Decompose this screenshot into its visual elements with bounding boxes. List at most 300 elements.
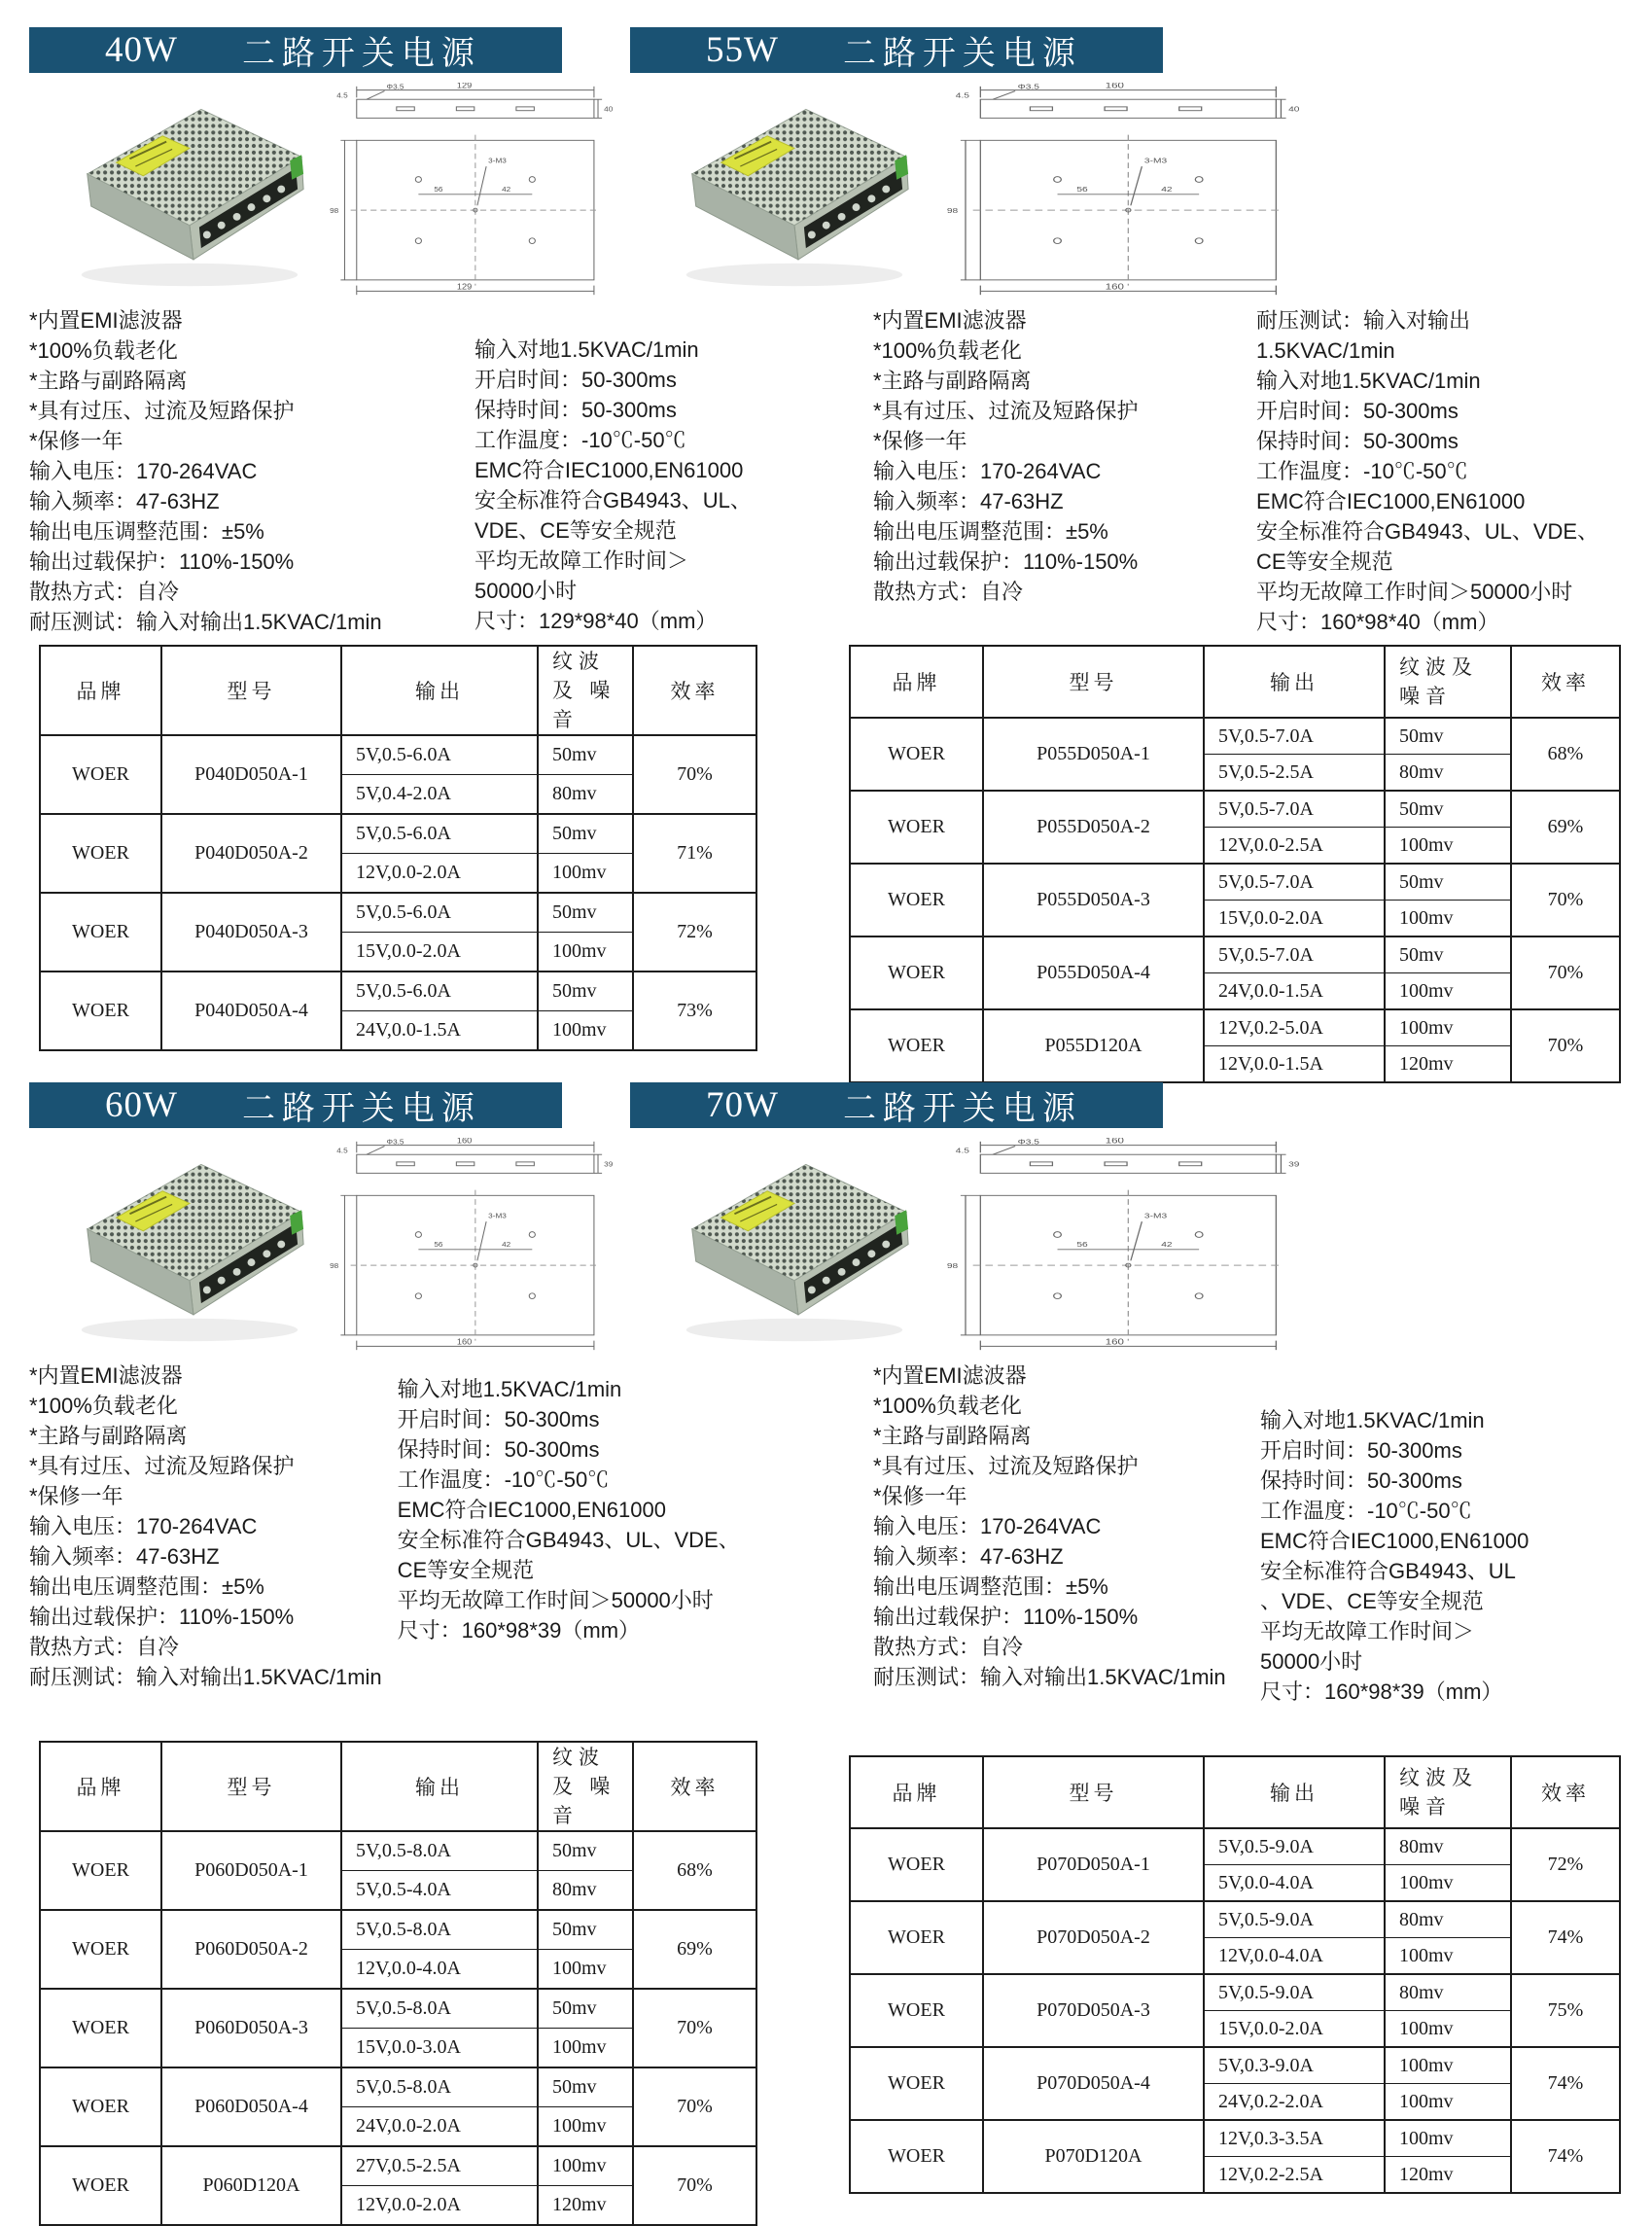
table-row <box>850 718 1620 755</box>
dimension-drawing <box>943 1138 1328 1354</box>
cell-output: 12V,0.2-5.0A <box>1204 1009 1385 1046</box>
col-header-efficiency: 效率 <box>1511 1756 1620 1828</box>
col-header-model: 型号 <box>983 1756 1204 1828</box>
spec-line: 尺寸：160*98*39（mm） <box>397 1618 641 1643</box>
cell-efficiency: 70% <box>633 1989 756 2067</box>
cell-ripple: 100mv <box>1385 828 1511 865</box>
cell-efficiency: 70% <box>633 2146 756 2225</box>
cell-ripple: 50mv <box>538 893 633 933</box>
spec-line: 输入对地1.5KVAC/1min <box>397 1377 622 1401</box>
text-row <box>630 305 1641 637</box>
dim-length-bottom: 160 <box>1105 1337 1124 1347</box>
spec-line: 输入对地1.5KVAC/1min <box>1260 1408 1485 1432</box>
spec-list <box>1256 305 1641 637</box>
cell-model: P040D050A-2 <box>161 814 341 893</box>
spec-line: 输入对地1.5KVAC/1min <box>475 337 699 362</box>
dim-width: 98 <box>330 1261 339 1270</box>
cell-model: P070D050A-1 <box>983 1828 1204 1901</box>
spec-line: EMC符合IEC1000,EN61000 <box>397 1498 666 1522</box>
cell-output: 5V,0.5-9.0A <box>1204 1974 1385 2011</box>
spec-line: 开启时间：50-300ms <box>1256 399 1459 423</box>
col-header-output: 输出 <box>341 1742 538 1831</box>
dim-offset: 4.5 <box>955 90 969 100</box>
spec-line: 50000小时 <box>1260 1649 1363 1674</box>
cell-efficiency: 74% <box>1511 2120 1620 2193</box>
cell-output: 24V,0.0-1.5A <box>341 1011 538 1051</box>
cell-brand: WOER <box>850 718 983 791</box>
dim-inner-a: 56 <box>434 185 443 194</box>
feature-line: *主路与副路隔离 <box>873 369 1032 393</box>
dim-screws: 3-M3 <box>488 156 507 165</box>
cell-output: 5V,0.5-4.0A <box>341 1871 538 1911</box>
cell-model: P055D050A-4 <box>983 936 1204 1009</box>
spec-line: 输入对地1.5KVAC/1min <box>1256 369 1481 393</box>
feature-line: *内置EMI滤波器 <box>873 1363 1027 1388</box>
spec-line: 工作温度：-10℃-50℃ <box>1260 1499 1472 1523</box>
col-header-efficiency: 效率 <box>1511 646 1620 718</box>
cell-brand: WOER <box>40 814 161 893</box>
cell-output: 5V,0.0-4.0A <box>1204 1865 1385 1902</box>
cell-output: 24V,0.0-1.5A <box>1204 973 1385 1010</box>
feature-line: 输出过载保护：110%-150% <box>873 549 1139 574</box>
feature-line: 散热方式：自冷 <box>29 1635 180 1659</box>
section-banner <box>630 1082 1163 1128</box>
cell-model: P055D120A <box>983 1009 1204 1082</box>
cell-ripple: 100mv <box>538 933 633 972</box>
banner-title: 二路开关电源 <box>241 1091 481 1127</box>
table-row <box>850 864 1620 901</box>
spec-line: 平均无故障工作时间＞50000小时 <box>1256 580 1573 604</box>
spec-line: VDE、CE等安全规范 <box>475 518 677 543</box>
col-header-brand: 品牌 <box>850 646 983 718</box>
feature-line: 输入频率：47-63HZ <box>29 1544 220 1569</box>
spec-line: 平均无故障工作时间＞ <box>1260 1619 1475 1643</box>
section-55w <box>630 27 1641 1083</box>
cell-efficiency: 71% <box>633 814 756 893</box>
spec-line: 工作温度：-10℃-50℃ <box>1256 459 1468 483</box>
cell-brand: WOER <box>40 893 161 972</box>
cell-output: 5V,0.5-8.0A <box>341 1989 538 2029</box>
spec-line: 、VDE、CE等安全规范 <box>1260 1589 1484 1613</box>
section-banner <box>29 1082 562 1128</box>
cell-ripple: 120mv <box>1385 1046 1511 1083</box>
cell-ripple: 50mv <box>538 2067 633 2107</box>
table-row <box>850 1974 1620 2011</box>
feature-line: *具有过压、过流及短路保护 <box>29 1454 295 1478</box>
cell-ripple: 100mv <box>1385 2047 1511 2084</box>
cell-efficiency: 69% <box>633 1910 756 1989</box>
product-photo <box>54 83 315 297</box>
banner-wattage: 55W <box>706 30 779 70</box>
cell-ripple: 120mv <box>538 2186 633 2226</box>
cell-model: P055D050A-1 <box>983 718 1204 791</box>
cell-output: 24V,0.0-2.0A <box>341 2107 538 2147</box>
dim-hole: Φ3.5 <box>1017 83 1039 91</box>
feature-line: 输出电压调整范围：±5% <box>29 519 264 544</box>
table-row <box>850 2120 1620 2157</box>
feature-line: *主路与副路隔离 <box>873 1424 1032 1448</box>
cell-output: 5V,0.5-8.0A <box>341 1831 538 1871</box>
cell-ripple: 50mv <box>538 814 633 854</box>
cell-model: P040D050A-3 <box>161 893 341 972</box>
cell-output: 5V,0.5-7.0A <box>1204 936 1385 973</box>
cell-brand: WOER <box>40 1910 161 1989</box>
cell-ripple: 100mv <box>1385 1938 1511 1975</box>
cell-model: P070D050A-4 <box>983 2047 1204 2120</box>
cell-brand: WOER <box>850 1009 983 1082</box>
spec-line: 开启时间：50-300ms <box>475 368 677 392</box>
table-row <box>850 1901 1620 1938</box>
cell-ripple: 100mv <box>538 1011 633 1051</box>
dim-hole: Φ3.5 <box>386 1138 404 1147</box>
spec-line: 保持时间：50-300ms <box>397 1437 600 1462</box>
cell-ripple: 50mv <box>538 972 633 1011</box>
col-header-output: 输出 <box>1204 646 1385 718</box>
cell-model: P040D050A-4 <box>161 972 341 1050</box>
col-header-model: 型号 <box>161 646 341 735</box>
cell-ripple: 80mv <box>1385 755 1511 792</box>
feature-line: *100%负载老化 <box>873 1394 1022 1418</box>
cell-efficiency: 75% <box>1511 1974 1620 2047</box>
col-header-ripple: 纹波及 噪音 <box>1385 1756 1511 1828</box>
cell-efficiency: 73% <box>633 972 756 1050</box>
feature-line: 散热方式：自冷 <box>29 580 180 604</box>
feature-line: *保修一年 <box>29 1484 123 1508</box>
spec-line: 耐压测试：输入对输出 <box>1256 308 1471 333</box>
col-header-ripple: 纹波及 噪音 <box>538 1742 633 1831</box>
feature-list <box>873 305 1256 637</box>
spec-line: 开启时间：50-300ms <box>1260 1438 1462 1463</box>
spec-line: 平均无故障工作时间＞ <box>475 548 689 573</box>
cell-model: P070D050A-2 <box>983 1901 1204 1974</box>
spec-line: 工作温度：-10℃-50℃ <box>397 1467 610 1492</box>
spec-line: 尺寸：129*98*40（mm） <box>475 609 718 633</box>
banner-title: 二路开关电源 <box>241 36 481 72</box>
cell-ripple: 50mv <box>538 1910 633 1950</box>
dim-width: 98 <box>946 1261 959 1270</box>
cell-ripple: 50mv <box>538 1831 633 1871</box>
col-header-brand: 品牌 <box>40 646 161 735</box>
feature-line: 输入频率：47-63HZ <box>29 489 220 513</box>
col-header-model: 型号 <box>161 1742 341 1831</box>
cell-efficiency: 72% <box>1511 1828 1620 1901</box>
spec-line: EMC符合IEC1000,EN61000 <box>1260 1529 1529 1553</box>
feature-line: 输出过载保护：110%-150% <box>873 1605 1139 1629</box>
dim-offset: 4.5 <box>336 90 348 100</box>
feature-line: *主路与副路隔离 <box>29 1424 188 1448</box>
dim-inner-a: 56 <box>434 1240 443 1249</box>
feature-line: 输出电压调整范围：±5% <box>873 519 1108 544</box>
feature-line: *保修一年 <box>29 429 123 453</box>
feature-line: *内置EMI滤波器 <box>873 308 1027 333</box>
dim-height: 39 <box>604 1159 614 1169</box>
table-row <box>850 791 1620 828</box>
cell-efficiency: 70% <box>633 735 756 814</box>
dim-offset: 4.5 <box>955 1146 969 1155</box>
banner-wattage: 70W <box>706 1085 779 1125</box>
banner-title: 二路开关电源 <box>842 36 1082 72</box>
dim-inner-b: 42 <box>1161 185 1173 194</box>
cell-ripple: 50mv <box>1385 791 1511 828</box>
cell-efficiency: 74% <box>1511 1901 1620 1974</box>
dim-height: 40 <box>604 104 614 114</box>
cell-brand: WOER <box>40 1989 161 2067</box>
banner-wattage: 60W <box>105 1085 178 1125</box>
feature-line: 耐压测试：输入对输出1.5KVAC/1min <box>29 610 382 634</box>
dim-width: 98 <box>946 206 959 215</box>
product-photo <box>659 83 920 297</box>
dim-inner-b: 42 <box>502 185 511 194</box>
model-table <box>849 645 1621 1083</box>
cell-brand: WOER <box>850 2047 983 2120</box>
cell-model: P060D050A-3 <box>161 1989 341 2067</box>
dimension-drawing <box>327 1138 636 1354</box>
col-header-output: 输出 <box>1204 1756 1385 1828</box>
table-row <box>850 936 1620 973</box>
spec-line: 开启时间：50-300ms <box>397 1407 600 1431</box>
feature-line: *100%负载老化 <box>873 338 1022 363</box>
cell-brand: WOER <box>850 1828 983 1901</box>
feature-line: 散热方式：自冷 <box>873 1635 1024 1659</box>
col-header-ripple: 纹波及 噪音 <box>1385 646 1511 718</box>
col-header-output: 输出 <box>341 646 538 735</box>
feature-line: 散热方式：自冷 <box>873 580 1024 604</box>
feature-list <box>29 1360 398 1692</box>
feature-line: *主路与副路隔离 <box>29 369 188 393</box>
dim-length-top: 160 <box>1105 1138 1124 1147</box>
spec-line: 平均无故障工作时间＞50000小时 <box>397 1588 714 1612</box>
feature-line: *具有过压、过流及短路保护 <box>873 399 1139 423</box>
table-row <box>850 1009 1620 1046</box>
dim-inner-b: 42 <box>502 1240 511 1249</box>
spec-line: 安全标准符合GB4943、UL、VDE、 <box>1256 519 1599 544</box>
product-photo <box>54 1138 315 1352</box>
section-70w <box>630 1082 1641 2194</box>
dim-hole: Φ3.5 <box>386 83 404 91</box>
spec-line: 1.5KVAC/1min <box>1256 338 1395 363</box>
dim-hole: Φ3.5 <box>1017 1138 1039 1147</box>
feature-line: 输入频率：47-63HZ <box>873 489 1064 513</box>
dim-width: 98 <box>330 206 339 215</box>
cell-model: P060D050A-1 <box>161 1831 341 1910</box>
cell-ripple: 100mv <box>538 1950 633 1990</box>
cell-brand: WOER <box>850 1974 983 2047</box>
text-row <box>630 1360 1641 1707</box>
cell-output: 5V,0.5-8.0A <box>341 2067 538 2107</box>
dim-screws: 3-M3 <box>1143 156 1168 164</box>
cell-brand: WOER <box>850 936 983 1009</box>
cell-output: 27V,0.5-2.5A <box>341 2146 538 2186</box>
cell-brand: WOER <box>40 972 161 1050</box>
cell-brand: WOER <box>850 1901 983 1974</box>
cell-brand: WOER <box>40 1831 161 1910</box>
cell-output: 12V,0.0-2.5A <box>1204 828 1385 865</box>
cell-model: P060D120A <box>161 2146 341 2225</box>
table-row <box>850 1828 1620 1865</box>
cell-brand: WOER <box>40 2146 161 2225</box>
cell-brand: WOER <box>850 791 983 864</box>
cell-model: P070D120A <box>983 2120 1204 2193</box>
cell-output: 15V,0.0-2.0A <box>1204 2011 1385 2048</box>
dim-offset: 4.5 <box>336 1146 348 1155</box>
cell-ripple: 50mv <box>1385 718 1511 755</box>
cell-ripple: 100mv <box>1385 2011 1511 2048</box>
cell-output: 5V,0.5-6.0A <box>341 735 538 775</box>
dim-length-top: 160 <box>1105 83 1124 91</box>
cell-brand: WOER <box>850 2120 983 2193</box>
model-table <box>849 1755 1621 2194</box>
cell-output: 15V,0.0-2.0A <box>341 933 538 972</box>
cell-ripple: 80mv <box>1385 1974 1511 2011</box>
feature-line: *内置EMI滤波器 <box>29 1363 183 1388</box>
cell-ripple: 100mv <box>538 2107 633 2147</box>
cell-ripple: 100mv <box>538 2029 633 2068</box>
dim-inner-a: 56 <box>1076 185 1088 194</box>
table-row <box>850 2047 1620 2084</box>
cell-brand: WOER <box>850 864 983 936</box>
cell-ripple: 100mv <box>1385 1865 1511 1902</box>
spec-line: EMC符合IEC1000,EN61000 <box>1256 489 1526 513</box>
feature-line: 输出过载保护：110%-150% <box>29 1605 295 1629</box>
media-row <box>630 83 1641 300</box>
banner-wattage: 40W <box>105 30 178 70</box>
feature-line: 输入电压：170-264VAC <box>873 1514 1102 1538</box>
cell-output: 12V,0.0-2.0A <box>341 854 538 894</box>
cell-ripple: 80mv <box>1385 1901 1511 1938</box>
cell-ripple: 100mv <box>1385 2084 1511 2121</box>
cell-ripple: 80mv <box>538 775 633 815</box>
feature-line: *内置EMI滤波器 <box>29 308 183 333</box>
cell-output: 5V,0.5-7.0A <box>1204 791 1385 828</box>
feature-line: 耐压测试：输入对输出1.5KVAC/1min <box>873 1665 1226 1689</box>
cell-ripple: 50mv <box>1385 864 1511 901</box>
cell-output: 5V,0.3-9.0A <box>1204 2047 1385 2084</box>
spec-line: 尺寸：160*98*39（mm） <box>1260 1679 1503 1704</box>
media-row <box>630 1138 1641 1355</box>
col-header-model: 型号 <box>983 646 1204 718</box>
dim-screws: 3-M3 <box>1143 1211 1168 1219</box>
col-header-brand: 品牌 <box>40 1742 161 1831</box>
cell-output: 12V,0.2-2.5A <box>1204 2157 1385 2194</box>
dimension-drawing <box>943 83 1328 299</box>
cell-output: 5V,0.5-8.0A <box>341 1910 538 1950</box>
cell-ripple: 100mv <box>1385 2120 1511 2157</box>
cell-output: 12V,0.0-4.0A <box>341 1950 538 1990</box>
feature-line: 输入电压：170-264VAC <box>29 459 258 483</box>
cell-model: P060D050A-4 <box>161 2067 341 2146</box>
cell-efficiency: 70% <box>1511 936 1620 1009</box>
cell-efficiency: 72% <box>633 893 756 972</box>
cell-ripple: 100mv <box>1385 1009 1511 1046</box>
dimension-drawing <box>327 83 636 299</box>
cell-output: 15V,0.0-2.0A <box>1204 901 1385 937</box>
dim-height: 40 <box>1288 104 1300 114</box>
section-banner <box>630 27 1163 73</box>
spec-line: EMC符合IEC1000,EN61000 <box>475 458 744 482</box>
cell-ripple: 120mv <box>1385 2157 1511 2194</box>
feature-list <box>29 305 475 637</box>
cell-efficiency: 68% <box>633 1831 756 1910</box>
dim-height: 39 <box>1288 1159 1300 1169</box>
spec-list <box>1260 1405 1641 1707</box>
spec-line: 安全标准符合GB4943、UL <box>1260 1559 1516 1583</box>
col-header-ripple: 纹波及 噪音 <box>538 646 633 735</box>
feature-line: 输入电压：170-264VAC <box>873 459 1102 483</box>
feature-line: 输出电压调整范围：±5% <box>29 1574 264 1599</box>
spec-line: CE等安全规范 <box>397 1558 535 1582</box>
spec-line: 安全标准符合GB4943、UL、VDE、 <box>397 1528 740 1552</box>
cell-output: 5V,0.5-6.0A <box>341 893 538 933</box>
spec-line: 工作温度：-10℃-50℃ <box>475 428 686 452</box>
cell-ripple: 100mv <box>538 2146 633 2186</box>
spec-line: 50000小时 <box>475 579 578 603</box>
cell-ripple: 50mv <box>538 735 633 775</box>
cell-ripple: 100mv <box>1385 973 1511 1010</box>
cell-ripple: 50mv <box>538 1989 633 2029</box>
feature-line: 输入频率：47-63HZ <box>873 1544 1064 1569</box>
dim-length-top: 129 <box>456 83 473 90</box>
cell-model: P070D050A-3 <box>983 1974 1204 2047</box>
col-header-brand: 品牌 <box>850 1756 983 1828</box>
cell-ripple: 50mv <box>1385 936 1511 973</box>
cell-model: P055D050A-2 <box>983 791 1204 864</box>
spec-line: 尺寸：160*98*40（mm） <box>1256 610 1499 634</box>
dim-length-top: 160 <box>456 1138 473 1146</box>
banner-title: 二路开关电源 <box>842 1091 1082 1127</box>
cell-ripple: 100mv <box>538 854 633 894</box>
cell-efficiency: 70% <box>1511 1009 1620 1082</box>
dim-inner-a: 56 <box>1076 1240 1088 1249</box>
section-banner <box>29 27 562 73</box>
feature-line: 耐压测试：输入对输出1.5KVAC/1min <box>29 1665 382 1689</box>
cell-output: 12V,0.0-1.5A <box>1204 1046 1385 1083</box>
col-header-efficiency: 效率 <box>633 646 756 735</box>
cell-output: 5V,0.5-7.0A <box>1204 864 1385 901</box>
col-header-efficiency: 效率 <box>633 1742 756 1831</box>
cell-output: 5V,0.5-6.0A <box>341 814 538 854</box>
cell-output: 12V,0.0-2.0A <box>341 2186 538 2226</box>
dim-length-bottom: 160 <box>456 1336 473 1347</box>
cell-efficiency: 74% <box>1511 2047 1620 2120</box>
spec-line: 保持时间：50-300ms <box>475 398 677 422</box>
cell-output: 24V,0.2-2.0A <box>1204 2084 1385 2121</box>
feature-line: *具有过压、过流及短路保护 <box>29 399 295 423</box>
cell-output: 5V,0.4-2.0A <box>341 775 538 815</box>
feature-line: 输入电压：170-264VAC <box>29 1514 258 1538</box>
feature-line: *具有过压、过流及短路保护 <box>873 1454 1139 1478</box>
cell-output: 5V,0.5-6.0A <box>341 972 538 1011</box>
dim-length-bottom: 129 <box>456 281 473 292</box>
feature-line: *100%负载老化 <box>29 1394 178 1418</box>
spec-line: 安全标准符合GB4943、UL、 <box>475 488 752 512</box>
cell-efficiency: 68% <box>1511 718 1620 791</box>
cell-output: 5V,0.5-9.0A <box>1204 1828 1385 1865</box>
cell-model: P060D050A-2 <box>161 1910 341 1989</box>
cell-efficiency: 69% <box>1511 791 1620 864</box>
cell-ripple: 80mv <box>1385 1828 1511 1865</box>
feature-line: *100%负载老化 <box>29 338 178 363</box>
cell-model: P055D050A-3 <box>983 864 1204 936</box>
dim-screws: 3-M3 <box>488 1211 507 1220</box>
cell-output: 12V,0.0-4.0A <box>1204 1938 1385 1975</box>
cell-output: 15V,0.0-3.0A <box>341 2029 538 2068</box>
cell-efficiency: 70% <box>633 2067 756 2146</box>
cell-model: P040D050A-1 <box>161 735 341 814</box>
feature-line: *保修一年 <box>873 1484 967 1508</box>
cell-efficiency: 70% <box>1511 864 1620 936</box>
feature-line: *保修一年 <box>873 429 967 453</box>
cell-output: 5V,0.5-2.5A <box>1204 755 1385 792</box>
